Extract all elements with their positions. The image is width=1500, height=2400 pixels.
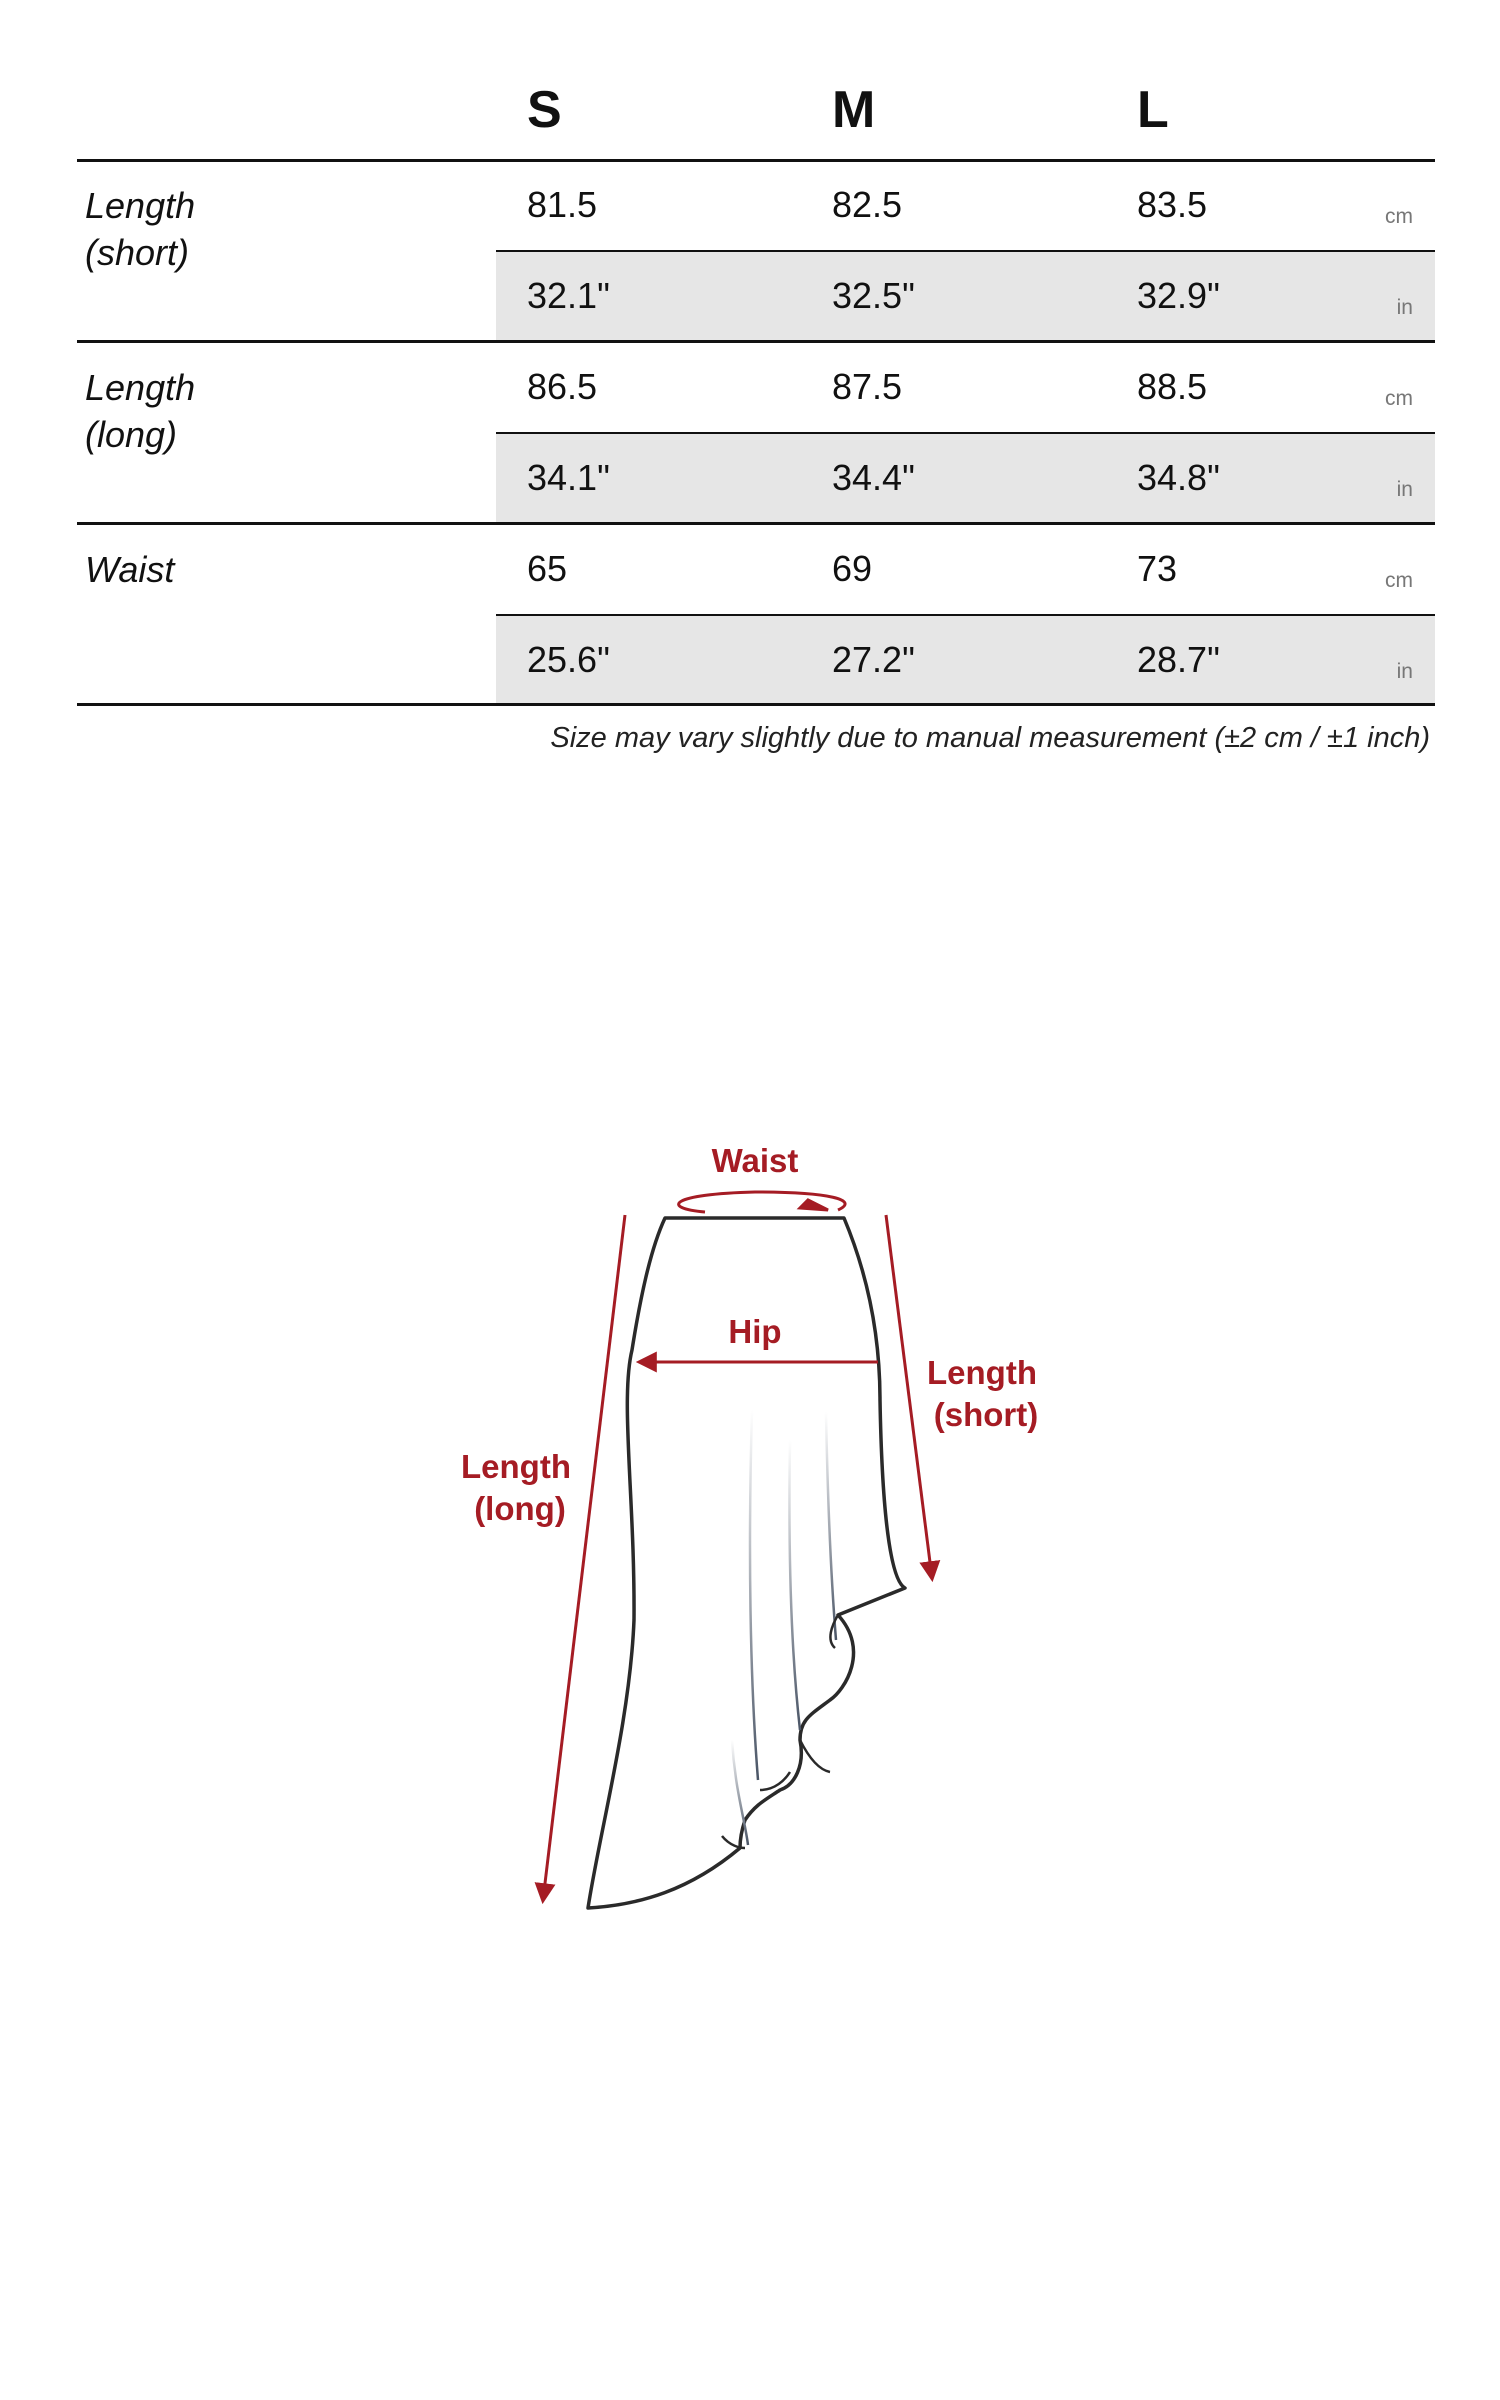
size-header-s: S xyxy=(527,81,562,139)
measurement-note: Size may vary slightly due to manual measurement (±2 cm / ±1 inch) xyxy=(550,722,1430,754)
table-divider xyxy=(77,703,1435,706)
cell-in-s: 25.6" xyxy=(527,639,610,680)
row-subdivider xyxy=(496,250,1435,252)
diagram-label-hip: Hip xyxy=(728,1313,782,1350)
cell-in-m: 32.5" xyxy=(832,275,915,316)
size-header-m: M xyxy=(832,81,876,139)
table-divider xyxy=(77,340,1435,343)
diagram-label-length-short-line2: (short) xyxy=(933,1396,1039,1433)
cell-in-m: 27.2" xyxy=(832,639,915,680)
row-label-waist xyxy=(85,546,465,593)
cell-in-s: 32.1" xyxy=(527,275,610,316)
cell-cm-m: 69 xyxy=(832,548,873,589)
unit-cm: cm xyxy=(1385,569,1413,592)
cell-cm-l: 88.5 xyxy=(1137,366,1208,407)
cell-in-s: 34.1" xyxy=(527,457,610,498)
size-header-l: L xyxy=(1137,81,1169,139)
row-label-length-short xyxy=(85,182,465,276)
cell-in-l: 28.7" xyxy=(1137,639,1220,680)
row-subdivider xyxy=(496,614,1435,616)
row-label-line: Length xyxy=(85,367,196,408)
diagram-label-length-long-line2: (long) xyxy=(474,1490,566,1527)
cell-in-m: 34.4" xyxy=(832,457,915,498)
row-subdivider xyxy=(496,432,1435,434)
row-shade xyxy=(496,252,1435,341)
waist-arrow xyxy=(679,1192,845,1212)
table-divider xyxy=(77,159,1435,162)
row-shade xyxy=(496,616,1435,705)
row-label-line: Waist xyxy=(85,549,175,590)
length-short-arrow xyxy=(886,1215,932,1578)
cell-cm-l: 73 xyxy=(1137,548,1178,589)
row-label-length-long xyxy=(85,364,465,458)
unit-cm: cm xyxy=(1385,387,1413,410)
diagram-label-length-long-line1: Length xyxy=(461,1448,571,1485)
cell-cm-s: 65 xyxy=(527,548,568,589)
diagram-label-waist: Waist xyxy=(711,1142,799,1179)
cell-in-l: 32.9" xyxy=(1137,275,1220,316)
unit-in: in xyxy=(1396,478,1413,501)
unit-in: in xyxy=(1396,296,1413,319)
diagram-label-length-short-line1: Length xyxy=(927,1354,1037,1391)
unit-cm: cm xyxy=(1385,205,1413,228)
cell-cm-l: 83.5 xyxy=(1137,184,1208,225)
row-label-line: (short) xyxy=(85,232,190,273)
cell-cm-s: 86.5 xyxy=(527,366,598,407)
skirt-measurement-diagram xyxy=(0,1100,1500,1950)
cell-cm-s: 81.5 xyxy=(527,184,598,225)
row-label-line: (long) xyxy=(85,414,178,455)
unit-in: in xyxy=(1396,660,1413,683)
row-label-line: Length xyxy=(85,185,196,226)
cell-cm-m: 87.5 xyxy=(832,366,903,407)
cell-in-l: 34.8" xyxy=(1137,457,1220,498)
cell-cm-m: 82.5 xyxy=(832,184,903,225)
row-shade xyxy=(496,434,1435,523)
table-divider xyxy=(77,522,1435,525)
